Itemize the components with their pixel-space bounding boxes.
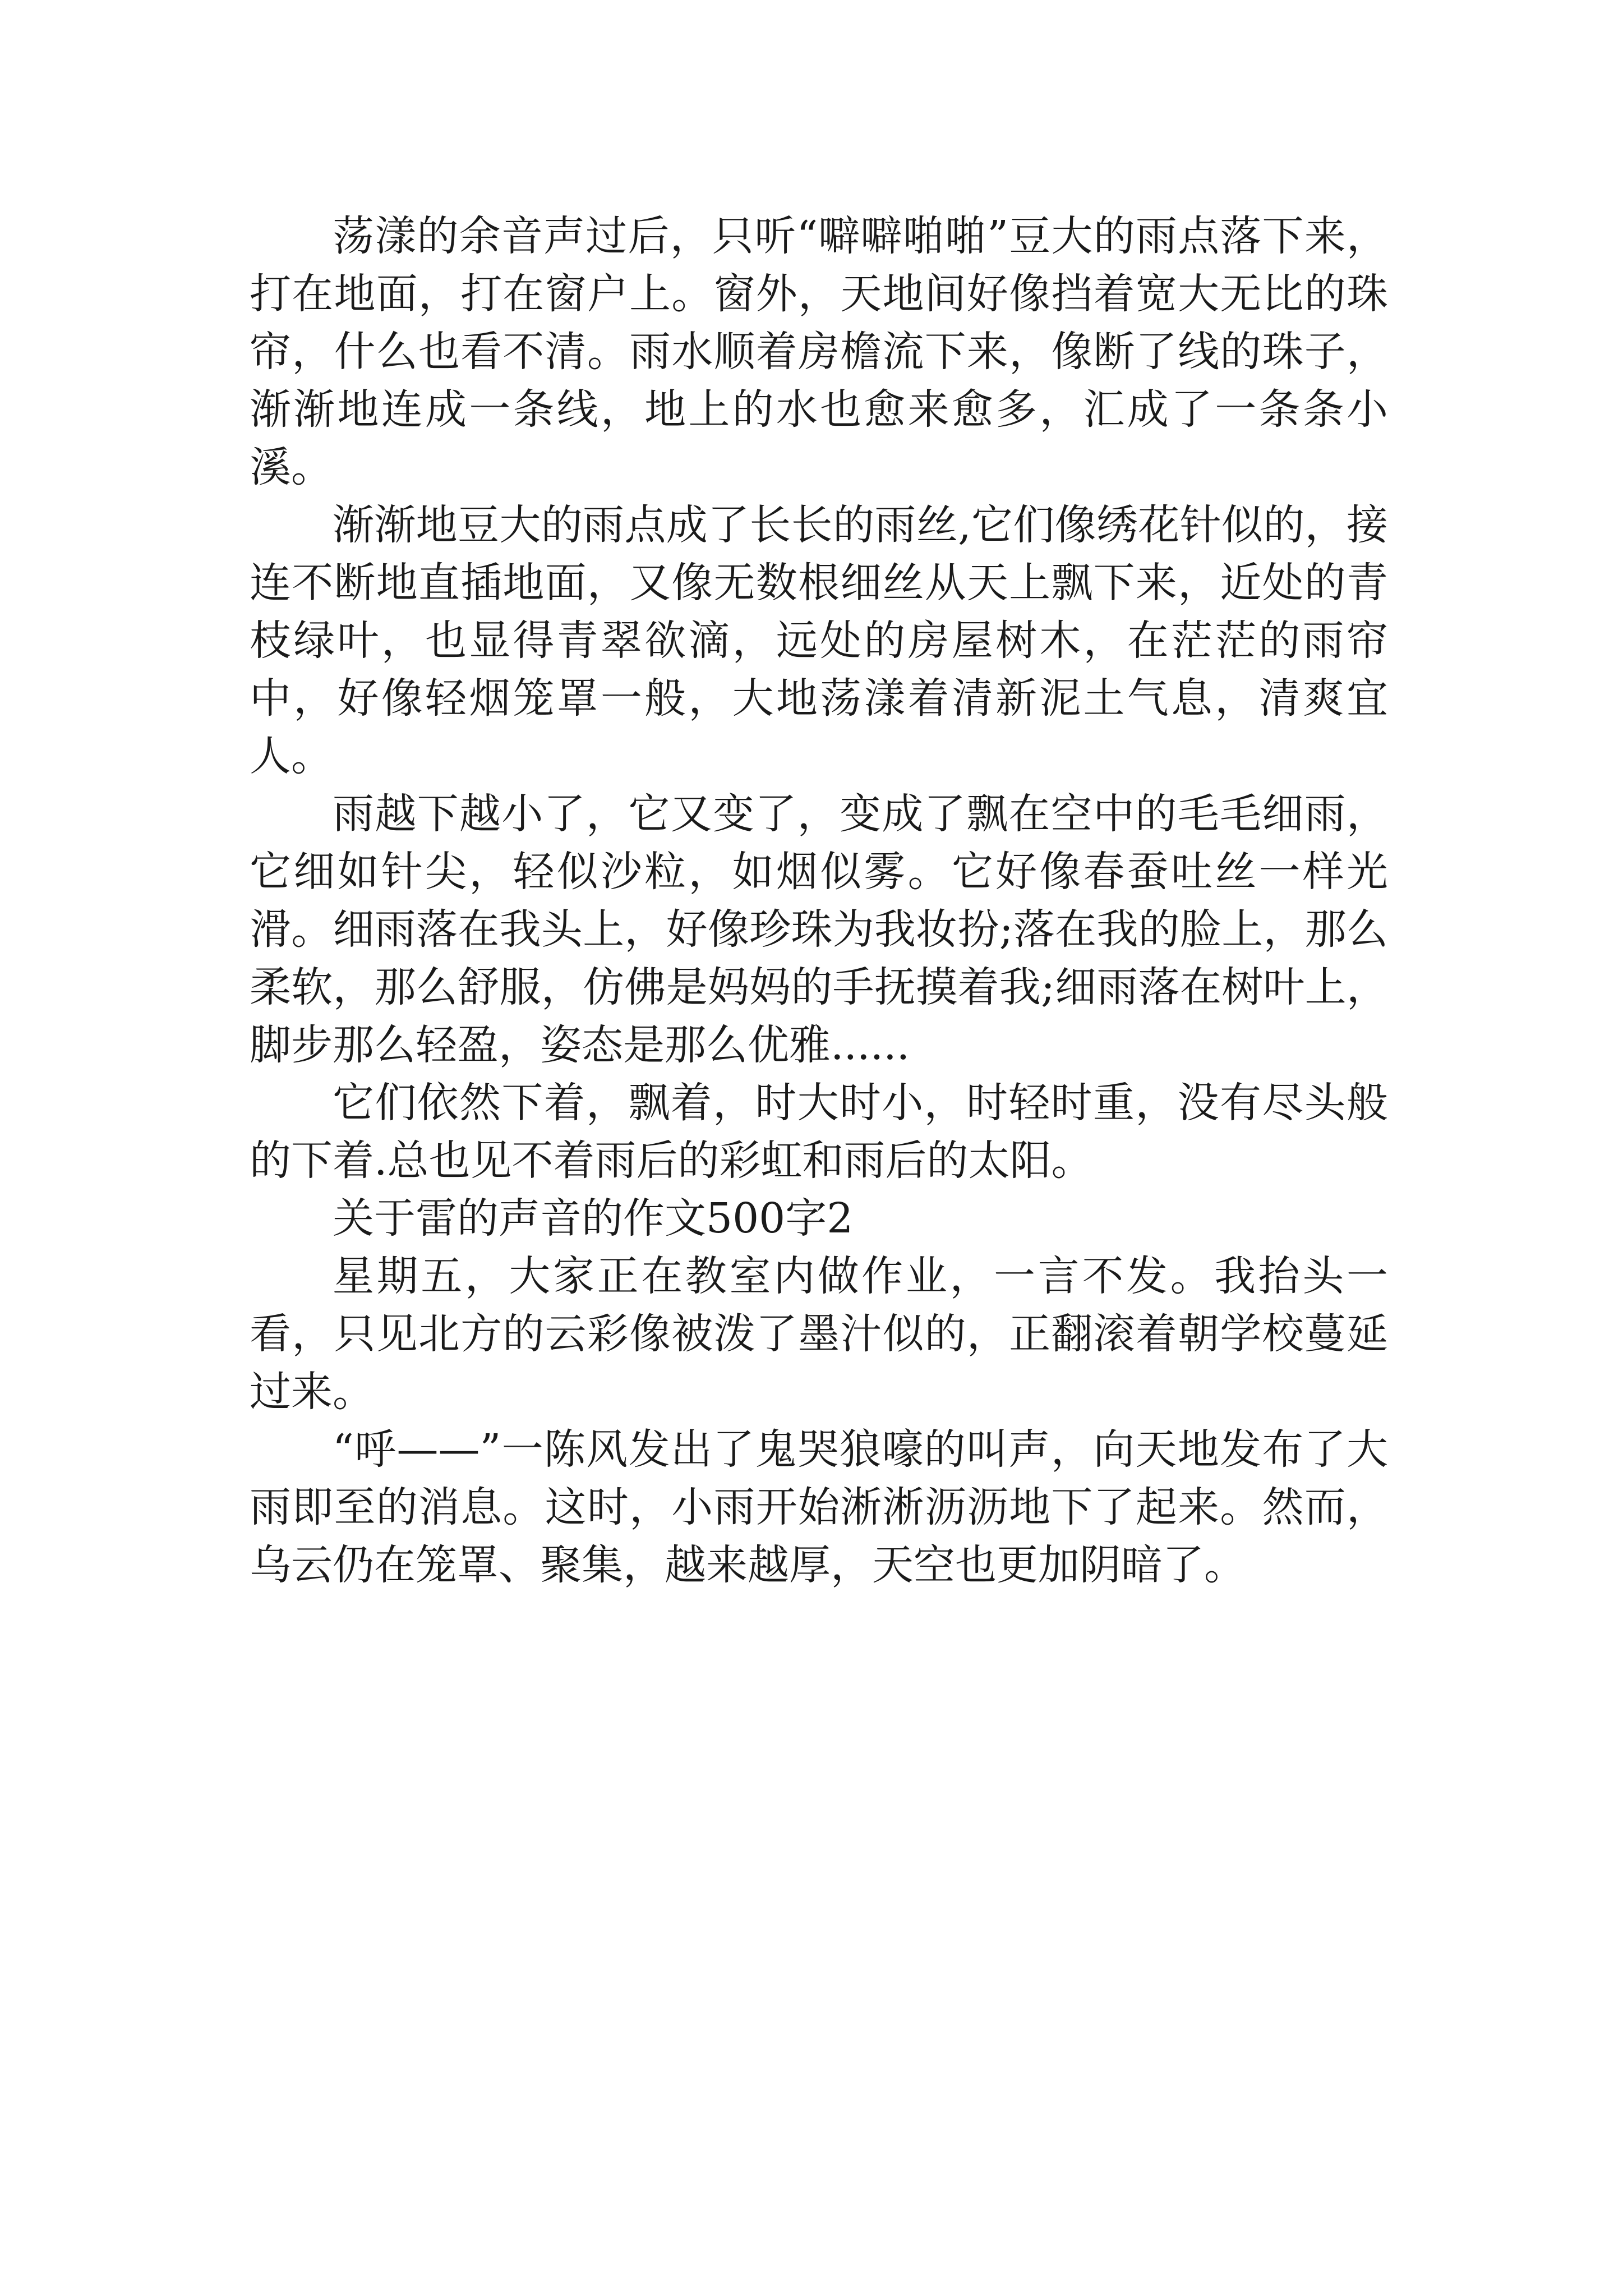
paragraph-rain-falls: 荡漾的余音声过后，只听“噼噼啪啪”豆大的雨点落下来，打在地面，打在窗户上。窗外，天地间好像挡着宽大无比的珠帘，什么也看不清。雨水顺着房檐流下来，像断了线的珠子，渐渐地连成一条线，地上的水也愈来愈多，汇成了一条条小溪。 (250, 212, 1388, 491)
paragraph-rain-threads: 渐渐地豆大的雨点成了长长的雨丝,它们像绣花针似的，接连不断地直插地面，又像无数根细丝从天上飘下来，近处的青枝绿叶，也显得青翠欲滴，远处的房屋树木，在茫茫的雨帘中，好像轻烟笼罩一般，大地荡漾着清新泥土气息，清爽宜人。 (250, 501, 1388, 780)
paragraph-drizzle: 雨越下越小了，它又变了，变成了飘在空中的毛毛细雨，它细如针尖，轻似沙粒，如烟似雾。它好像春蚕吐丝一样光滑。细雨落在我头上，好像珍珠为我妆扮;落在我的脸上，那么柔软，那么舒服，仿佛是妈妈的手抚摸着我;细雨落在树叶上，脚步那么轻盈，姿态是那么优雅...... (250, 790, 1388, 1069)
paragraph-still-raining: 它们依然下着，飘着，时大时小，时轻时重，没有尽头般的下着.总也见不着雨后的彩虹和雨后的太阳。 (250, 1079, 1388, 1185)
paragraph-wind: “呼——”一陈风发出了鬼哭狼嚎的叫声，向天地发布了大雨即至的消息。这时，小雨开始淅淅沥沥地下了起来。然而，乌云仍在笼罩、聚集，越来越厚，天空也更加阴暗了。 (250, 1425, 1388, 1589)
section-title: 关于雷的声音的作文500字2 (333, 1194, 854, 1243)
document-body (250, 208, 1388, 1594)
paragraph-friday: 星期五，大家正在教室内做作业，一言不发。我抬头一看，只见北方的云彩像被泼了墨汁似的，正翻滚着朝学校蔓延过来。 (250, 1252, 1388, 1416)
